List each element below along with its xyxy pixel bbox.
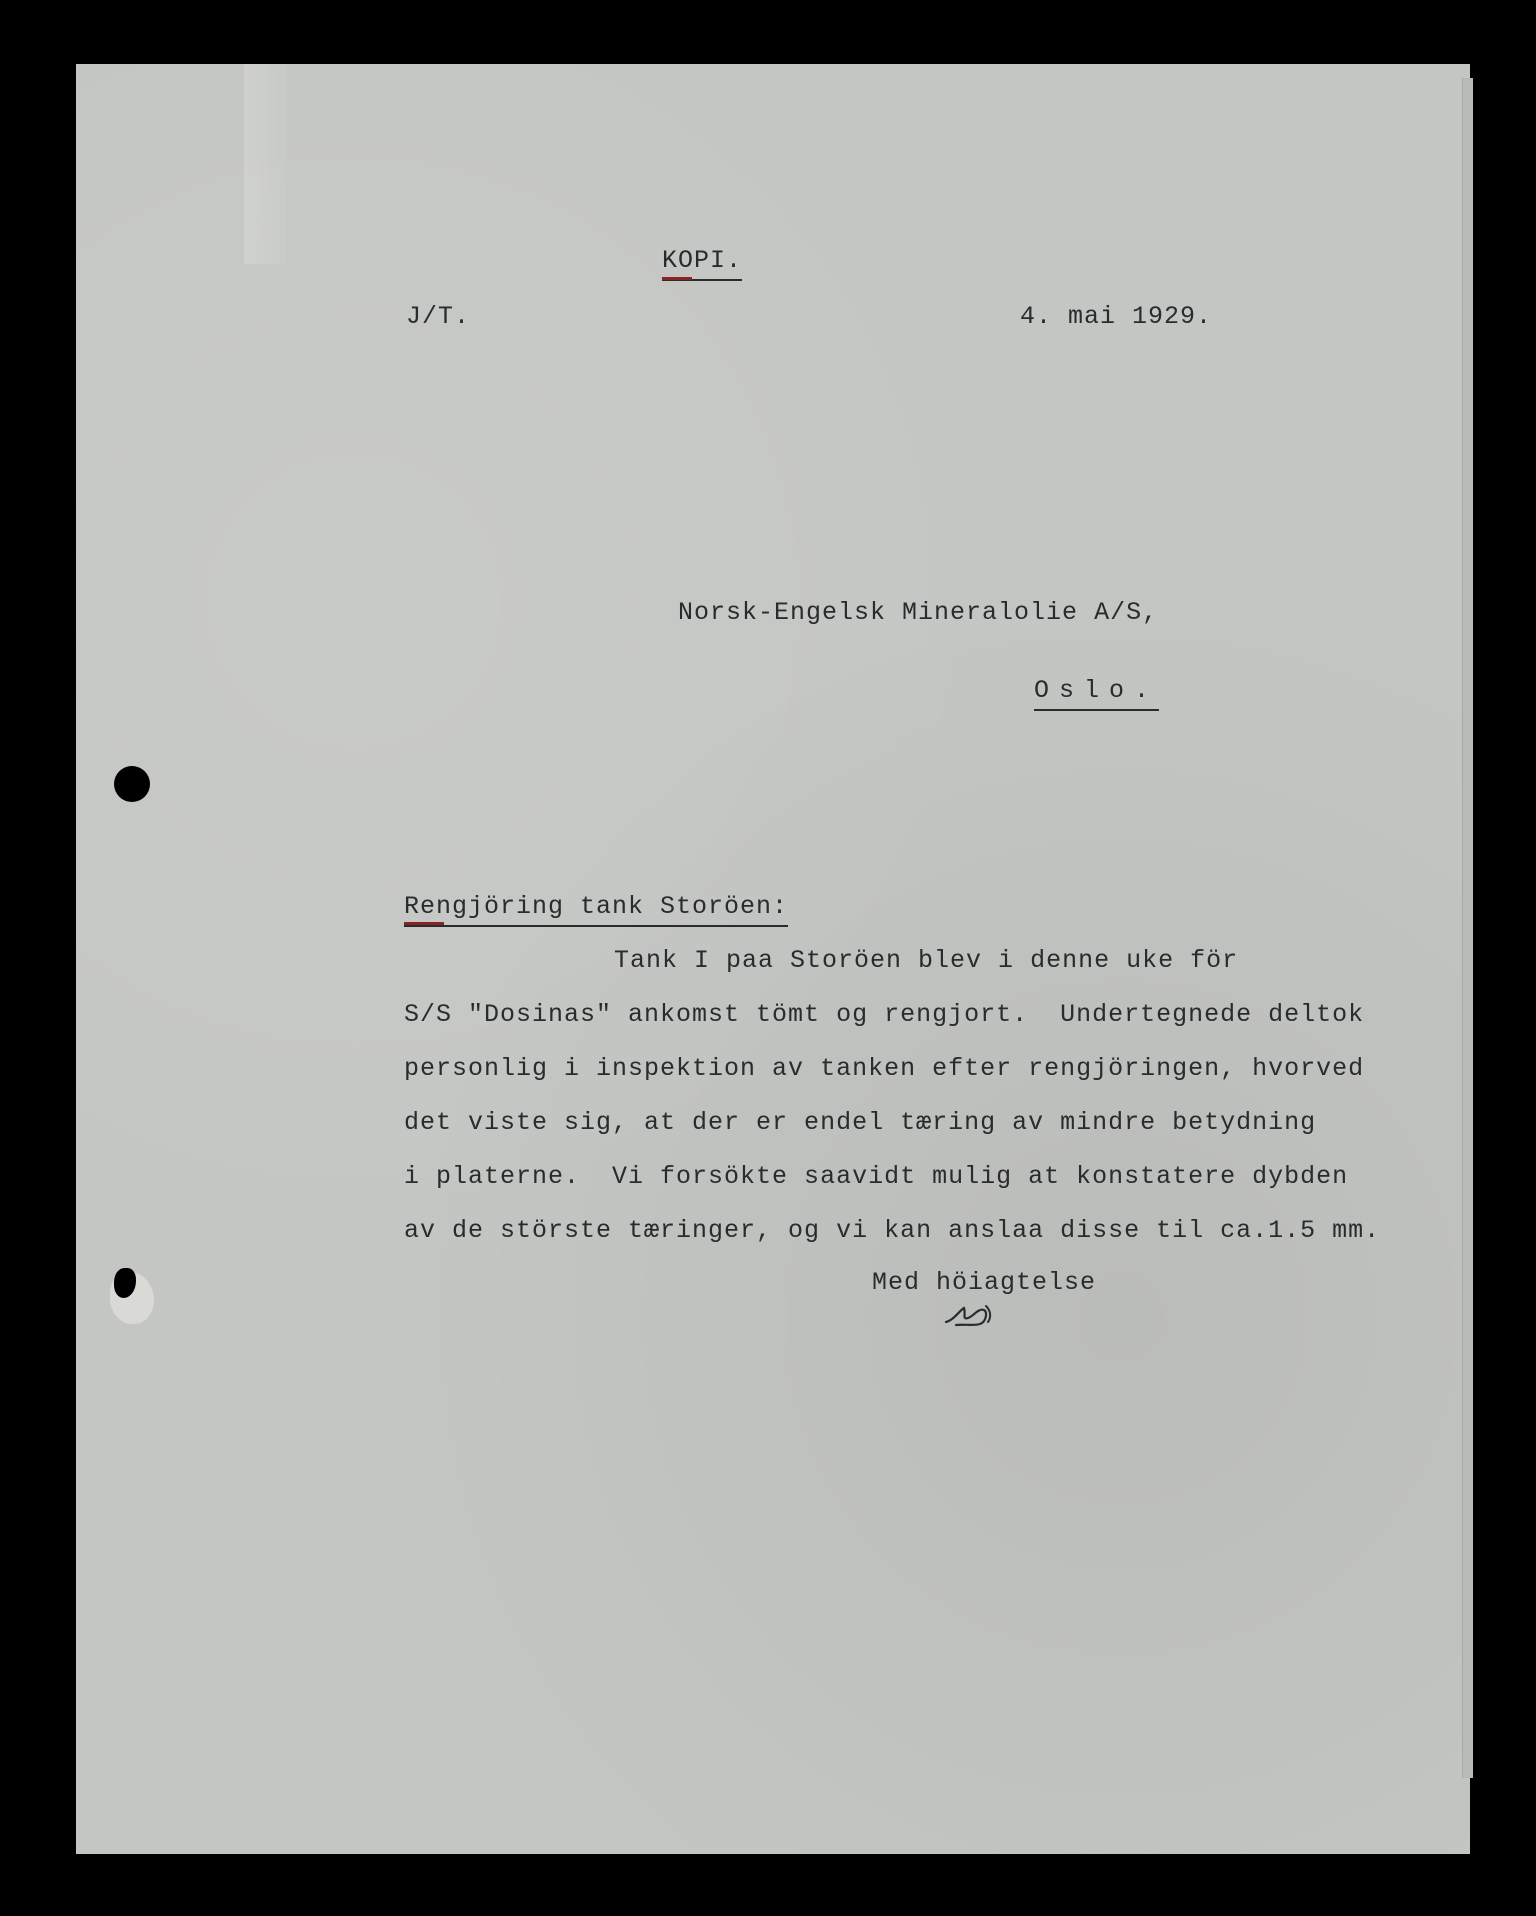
subject-line: Rengjöring tank Storöen: [404,892,788,927]
body-line: S/S "Dosinas" ankomst tömt og rengjort. Undertegnede deltok [404,1000,1365,1029]
signature-initials [942,1300,1002,1330]
red-underline-mark [404,922,444,925]
document-title: KOPI. [662,246,742,281]
recipient-name: Norsk-Engelsk Mineralolie A/S, [678,598,1159,627]
closing-salutation: Med höiagtelse [872,1268,1097,1297]
paper-fold-strip [244,64,286,264]
body-line: i platerne. Vi forsökte saavidt mulig at konstatere dybden [404,1162,1349,1191]
body-line: det viste sig, at der er endel tæring av mindre betydning [404,1108,1317,1137]
paper-edge [1462,78,1473,1778]
letter-date: 4. mai 1929. [1020,302,1213,331]
body-line: av de störste tæringer, og vi kan anslaa disse til ca.1.5 mm. [404,1216,1381,1245]
body-line: personlig i inspektion av tanken efter rengjöringen, hvorved [404,1054,1365,1083]
recipient-city: Oslo. [1034,676,1159,711]
punch-hole [114,766,150,802]
red-underline-mark [662,277,692,280]
reference-code: J/T. [406,302,471,331]
body-line: Tank I paa Storöen blev i denne uke för [614,946,1239,975]
